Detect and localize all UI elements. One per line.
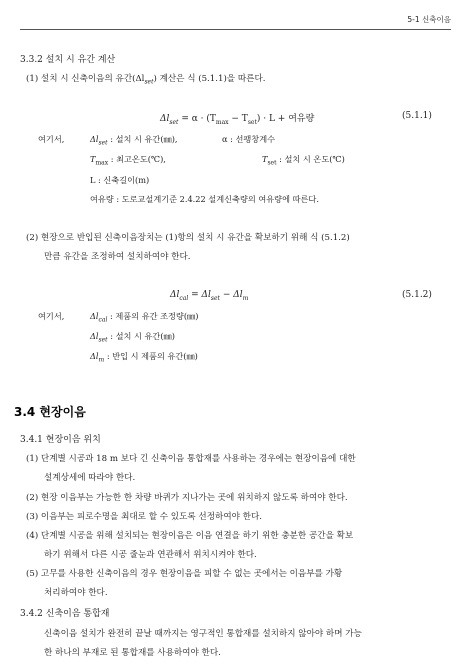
eq2-end: − Δl (222, 290, 243, 300)
def-sub: max (95, 159, 109, 167)
eq1-end: ) · L + 여유량 (256, 114, 315, 124)
def-margin: 여유량 : 도로교설계기준 2.4.22 설계신축량의 여유량에 따른다. (90, 194, 319, 204)
eq2-mid-sub: set (210, 294, 220, 302)
def-symbol: T (262, 154, 268, 164)
item-5-line-1: (5) 고무를 사용한 신축이음의 경우 현장이음을 피할 수 없는 곳에서는 이음부를 가황 (26, 569, 343, 579)
where-label-2: 여기서, (38, 311, 65, 321)
paragraph-2-line-2: 만큼 유간을 조정하여 설치하여야 한다. (44, 252, 191, 262)
paragraph-3-4-2-line-1: 신축이음 설치가 완전히 끝날 때까지는 영구적인 통합재를 설치하지 않아야 하며 가능 (44, 629, 362, 639)
def-text: : 설치 시 유간(㎜) (110, 331, 175, 341)
def-alpha: α : 선팽창계수 (222, 134, 276, 144)
def-l: L : 신축길이(m) (90, 175, 150, 185)
def-t-set (262, 154, 345, 167)
item-5-line-2: 처리하여야 한다. (44, 588, 108, 598)
paragraph-1-text: (1) 설치 시 신축이음의 유간(Δl (26, 74, 145, 84)
def-text: : 설치 시 유간(㎜), (110, 134, 178, 144)
def-sub: m (98, 356, 105, 364)
equation-number-5-1-1: (5.1.1) (402, 111, 432, 121)
eq1-mid: − T (228, 114, 248, 124)
equation-5-1-1 (160, 111, 314, 126)
def-text: : 최고온도(℃), (110, 154, 166, 164)
eq1-max: max (215, 118, 229, 126)
def-sub: set (267, 159, 277, 167)
item-4-line-1: (4) 단계별 시공을 위해 설치되는 현장이음은 이음 연결을 하기 위한 충분한 공간을 확보 (26, 531, 354, 541)
def-delta-l-set (90, 134, 178, 147)
item-2: (2) 현장 이음부는 가능한 한 차량 바퀴가 지나가는 곳에 위치하지 않도록 하여야 한다. (26, 493, 348, 503)
eq2-end-sub: m (242, 294, 249, 302)
def-t-max (90, 154, 166, 167)
def-symbol: Δl (90, 134, 99, 144)
paragraph-1-sub: set (144, 78, 154, 86)
def-delta-l-m (90, 351, 198, 364)
running-header: 5-1 신축이음 (407, 15, 451, 24)
def-delta-l-set-2 (90, 331, 175, 344)
def-sub: set (98, 139, 108, 147)
def-symbol: Δl (90, 351, 99, 361)
def-symbol: Δl (90, 311, 99, 321)
def-symbol: T (90, 154, 96, 164)
item-3: (3) 이음부는 피로수명을 최대로 할 수 있도록 선정하여야 한다. (26, 512, 262, 522)
def-text: : 제품의 유간 조정량(㎜) (110, 311, 199, 321)
where-label-1: 여기서, (38, 134, 65, 144)
paragraph-1 (26, 72, 265, 86)
header-rule (20, 29, 451, 30)
eq2-lhs: Δl (170, 290, 180, 300)
def-sub: set (98, 336, 108, 344)
item-1-line-1: (1) 단계별 시공과 18 m 보다 긴 신축이음 통합재를 사용하는 경우에는 현장이음에 대한 (26, 454, 356, 464)
paragraph-2-line-1: (2) 현장으로 반입된 신축이음장치는 (1)항의 설치 시 유간을 확보하기 위해 식 (5.1.2) (26, 233, 350, 243)
eq1-lhs: Δl (160, 114, 170, 124)
eq2-lhs-sub: cal (179, 294, 189, 302)
equation-number-5-1-2: (5.1.2) (402, 290, 432, 300)
paragraph-3-4-2-line-2: 한 하나의 부재로 된 통합재를 사용하여야 한다. (44, 648, 221, 658)
item-1-line-2: 설계상세에 따라야 한다. (44, 473, 136, 483)
paragraph-1-tail: ) 계산은 식 (5.1.1)을 따른다. (153, 74, 266, 84)
section-title-3-3-2: 3.3.2 설치 시 유간 계산 (20, 55, 116, 65)
eq1-set: set (247, 118, 257, 126)
section-title-3-4-1: 3.4.1 현장이음 위치 (20, 435, 101, 445)
item-4-line-2: 하기 위해서 다른 시공 줄눈과 연관해서 위치시켜야 한다. (44, 550, 257, 560)
def-symbol: Δl (90, 331, 99, 341)
def-text: : 설치 시 온도(℃) (279, 154, 345, 164)
def-sub: cal (98, 316, 108, 324)
eq1-rhs: = α · (T (181, 114, 216, 124)
equation-5-1-2 (170, 290, 248, 302)
section-title-3-4: 3.4 현장이음 (14, 405, 86, 419)
def-text: : 반입 시 제품의 유간(㎜) (106, 351, 198, 361)
def-delta-l-cal (90, 311, 198, 324)
eq1-lhs-sub: set (169, 118, 179, 126)
section-title-3-4-2: 3.4.2 신축이음 통합재 (20, 609, 110, 619)
eq2-mid: = Δl (191, 290, 211, 300)
